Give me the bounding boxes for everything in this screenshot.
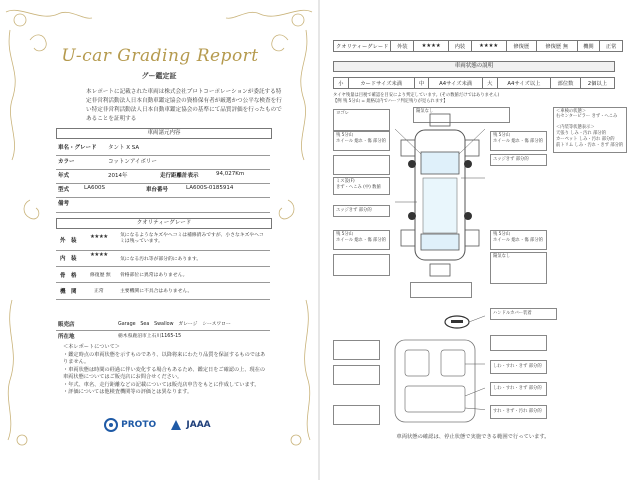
grade-quality-label: クオリティーグレード <box>334 41 391 52</box>
jaaa-logo-text: JAAA <box>186 420 211 430</box>
engine-label: 機 関 <box>60 289 77 295</box>
note-text: カーペット しみ・汚れ 部分的 <box>556 137 615 142</box>
row-frame <box>56 267 270 283</box>
mileage-value: 94,027Km <box>216 171 245 177</box>
quality-section-header: クオリティーグレード <box>56 218 272 229</box>
interior-label: 内 装 <box>60 256 77 262</box>
row-shop <box>56 319 270 331</box>
certificate-title: U-car Grading Report <box>61 46 259 66</box>
note-box <box>333 205 390 217</box>
engine-state: 正常 <box>94 289 104 294</box>
note-text: ホイール 総れ・傷 部分的 <box>493 238 543 243</box>
year-label: 年式 <box>58 173 70 179</box>
grade-repair-label: 修復歴 <box>506 41 536 52</box>
row-remarks <box>56 198 270 213</box>
vehicle-section-header: 車両諸元内容 <box>56 128 272 139</box>
note-text: 前トリム しみ・汚れ・きず 部分的 <box>556 143 624 148</box>
proto-logo-icon <box>104 418 118 432</box>
note-text: しわ・すれ・きず 部分的 <box>493 364 542 369</box>
note-text: 残 5分山 <box>336 133 353 138</box>
note-text: ホイール 総れ・傷 部分的 <box>336 139 386 144</box>
condition-footer-note: 車両状態の確認は、停止状態で実施できる範囲で行っています。 <box>396 434 550 440</box>
year-value: 2014年 <box>108 173 128 179</box>
note-text: エッジきず 部分的 <box>336 208 372 213</box>
report-notes <box>63 344 268 397</box>
address-label: 所在地 <box>58 334 75 340</box>
note-box <box>490 360 547 374</box>
car-interior-view-icon <box>385 300 485 430</box>
grade-int-stars: ★★★★ <box>471 41 506 52</box>
note-text: ホイール 総れ・傷 部分的 <box>336 238 386 243</box>
note-box-empty <box>333 405 380 425</box>
shop-label: 販売店 <box>58 322 75 328</box>
engine-text: 主要機関に不具合はありません。 <box>120 289 193 294</box>
note-item: ・年式、車名、走行距離などの記載については販売店申告をもとに作成しています。 <box>63 381 260 388</box>
note-box-empty <box>410 282 472 298</box>
vin-label: 車台番号 <box>146 187 169 193</box>
row-interior <box>56 251 270 267</box>
legend-line: 【例 残 5分山 = 規格以内でハーフ判定残りが見られます】 <box>333 98 448 104</box>
size-small: 小 <box>334 78 349 89</box>
row-vehicle-name <box>56 142 270 156</box>
note-box-empty <box>490 335 547 351</box>
note-box <box>490 230 547 250</box>
grade-ext-stars: ★★★★ <box>414 41 449 52</box>
note-text: 陽気なし <box>493 254 511 259</box>
shop-value: Garage Sea Swallow ガレージ シースワロー <box>118 322 231 327</box>
size-large-desc: A4サイズ以上 <box>497 78 551 89</box>
note-box <box>490 308 557 320</box>
row-exterior <box>56 232 270 251</box>
note-box-empty <box>333 155 390 175</box>
row-model <box>56 184 270 198</box>
note-box <box>490 405 547 419</box>
note-text: しわ・すれ・きず 部分的 <box>493 386 542 391</box>
footer-logos <box>104 418 211 432</box>
parts-label: 部位数 <box>551 78 580 89</box>
grade-int-label: 内装 <box>449 41 472 52</box>
grade-repair-value: 修復歴 無 <box>537 41 578 52</box>
size-medium-desc: A4サイズ未満 <box>429 78 483 89</box>
note-text: エッジきず 部分的 <box>493 157 529 162</box>
color-value: コットンアイボリー <box>108 159 157 165</box>
note-text: 残 5分山 <box>336 232 353 237</box>
exterior-text: 気になるようなキズやヘコミは補修済みですが、小さなキズやヘコミは残っています。 <box>120 233 264 244</box>
car-top-view-icon <box>395 112 485 282</box>
address-value: 栃木県鹿沼市上石川1165-15 <box>118 334 182 339</box>
legend-line: タイヤ残量は目視で確認を目安により判定しています。(その数値だけではありません) <box>333 93 500 98</box>
note-text: 天張り しみ・汚れ 部分的 <box>556 131 606 136</box>
note-item: ・評価については他検査機関等の評価とは異なります。 <box>63 389 193 395</box>
jaaa-logo-icon <box>169 418 183 432</box>
note-text: すれ・きず・汚れ 部分的 <box>493 409 542 414</box>
note-box-empty <box>333 254 390 276</box>
note-box <box>490 154 547 166</box>
size-legend-table <box>333 77 615 89</box>
model-label: 型式 <box>58 187 70 193</box>
remarks-label: 備考 <box>58 201 70 207</box>
model-value: LA600S <box>84 185 105 191</box>
note-text: ＜車検の状態＞ <box>556 109 587 114</box>
size-small-desc: カードサイズ未満 <box>348 78 414 89</box>
row-year <box>56 170 270 184</box>
mileage-label: 走行距離計表示 <box>160 173 199 179</box>
note-heading: ＜本レポートについて＞ <box>63 344 120 350</box>
condition-title: 車両状態の説明 <box>333 61 615 72</box>
proto-logo-text: PROTO <box>121 420 157 430</box>
note-box-condition <box>553 107 627 153</box>
note-text: きず・へこみ (中) 数値 <box>336 185 381 190</box>
size-large: 大 <box>483 78 498 89</box>
note-box <box>333 131 390 151</box>
note-box <box>333 109 390 131</box>
row-color <box>56 156 270 170</box>
row-address <box>56 331 270 342</box>
note-box <box>333 177 390 195</box>
certificate-intro: 本レポートに記載された車両は株式会社プロトコーポレーションが委託する特定非営利活動法人日本自動車鑑定協会の資格保有者が厳選かつ公平な検査を行い特定非営利活動法人日本自動車鑑定協会の基準にて品質評価を行ったものであることを証明する <box>86 89 282 122</box>
note-text: 陽気なし <box>416 109 434 114</box>
exterior-label: 外 装 <box>60 238 77 244</box>
frame-text: 骨格部位に異常はありません。 <box>120 273 188 278</box>
vin-value: LA600S-0185914 <box>186 185 234 191</box>
name-value: タント X SA <box>108 145 140 151</box>
note-box <box>490 382 547 396</box>
grade-engine-label: 機関 <box>577 41 600 52</box>
note-text: 右センターピラー きず・へこみ <box>556 114 618 119</box>
note-text: ＜内装等状態表示＞ <box>556 125 595 130</box>
note-text: ミス設(F) <box>336 179 355 184</box>
color-label: カラー <box>58 159 75 165</box>
note-text: ホイール 総れ・傷 部分的 <box>493 139 543 144</box>
page-divider <box>318 0 320 480</box>
note-text: 残 5分山 <box>493 133 510 138</box>
note-item: ・車両状態は時間の経過に伴い変化する場合もあるため、鑑定日をご確認の上、現在の車両状態についてはご販売店にお問合せください。 <box>63 366 266 380</box>
grade-engine-value: 正常 <box>600 41 623 52</box>
interior-stars: ★★★★ <box>90 252 108 258</box>
size-medium: 中 <box>414 78 429 89</box>
note-box <box>490 252 547 284</box>
note-box-empty <box>333 340 380 360</box>
tire-legend <box>333 93 613 104</box>
certificate-subtitle: グー鑑定証 <box>141 72 177 80</box>
note-box <box>333 230 390 250</box>
frame-state: 修復歴 無 <box>90 273 111 278</box>
note-text: ハンドルカバー装着 <box>493 311 532 316</box>
frame-label: 骨 格 <box>60 273 77 279</box>
grade-summary-table <box>333 40 623 52</box>
note-box <box>490 131 547 151</box>
name-label: 車名・グレード <box>58 145 97 151</box>
row-engine <box>56 283 270 300</box>
note-item: ・鑑定時点の車両状態を示すものであり、以降将来にわたり品質を保証するものではありません。 <box>63 351 266 365</box>
note-text: 残 5分山 <box>493 232 510 237</box>
interior-text: 気になる汚れ等が部分的にあります。 <box>120 257 202 262</box>
grade-ext-label: 外装 <box>391 41 414 52</box>
note-box-empty <box>333 365 380 385</box>
note-text: ヨゴレ <box>336 111 349 116</box>
grading-certificate <box>0 0 318 480</box>
parts-value: 2個以上 <box>580 78 614 89</box>
exterior-stars: ★★★★ <box>90 234 108 240</box>
